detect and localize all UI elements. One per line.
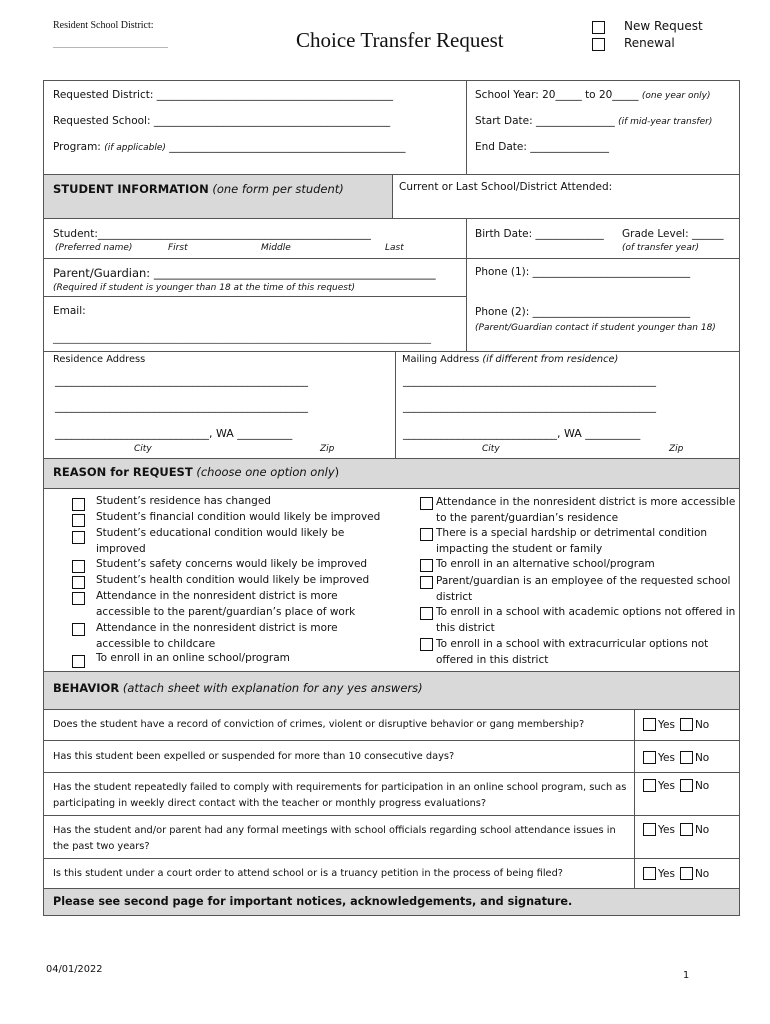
- school-year-hint: (one year only): [641, 91, 711, 101]
- reason-left-option-7: Attendance in the nonresident district is more accessible to childcare: [96, 622, 338, 650]
- student-info-heading: STUDENT INFORMATION (one form per student): [53, 182, 344, 196]
- reason-left-checkbox-1[interactable]: [72, 498, 85, 511]
- email-field[interactable]: ________________________________________________________________________: [53, 332, 431, 344]
- reason-left-checkbox-3[interactable]: [72, 531, 85, 544]
- reason-left-option-8: To enroll in an online school/program: [96, 652, 290, 664]
- program-field[interactable]: [53, 141, 406, 153]
- reason-left-option-2: Student’s financial condition would likely be improved: [96, 511, 381, 523]
- residence-line-2[interactable]: ______________________________________________: [55, 400, 308, 413]
- behavior-question-2: Has this student been expelled or suspended for more than 10 consecutive days?: [53, 751, 455, 762]
- reason-left-checkbox-2[interactable]: [72, 514, 85, 527]
- reason-right-option-4: Parent/guardian is an employee of the requested school district: [436, 575, 731, 603]
- requested-district-field[interactable]: Requested District: _____________________________________________: [53, 89, 393, 101]
- behavior-heading: BEHAVIOR (attach sheet with explanation for any yes answers): [53, 681, 423, 695]
- reason-right-option-6: To enroll in a school with extracurricular options not offered in this district: [436, 638, 709, 666]
- renewal-label: Renewal: [624, 36, 675, 50]
- behavior-answer-5: Yes No: [643, 867, 709, 880]
- yes-checkbox[interactable]: [643, 867, 656, 880]
- no-checkbox[interactable]: [680, 718, 693, 731]
- mailing-address-hint: (if different from residence): [482, 354, 619, 365]
- no-checkbox[interactable]: [680, 823, 693, 836]
- reason-left-checkbox-4[interactable]: [72, 560, 85, 573]
- reason-left-checkbox-6[interactable]: [72, 592, 85, 605]
- reason-left-checkbox-5[interactable]: [72, 576, 85, 589]
- frame-right: [739, 80, 740, 916]
- residence-line-1[interactable]: ______________________________________________: [55, 374, 308, 387]
- yes-checkbox[interactable]: [643, 779, 656, 792]
- reason-left-checkbox-8[interactable]: [72, 655, 85, 668]
- no-checkbox[interactable]: [680, 779, 693, 792]
- program-line: _____________________________________________: [169, 141, 406, 153]
- birth-date-field[interactable]: Birth Date: _____________: [475, 228, 604, 240]
- student-info-hint: (one form per student): [212, 182, 344, 196]
- reason-right-checkbox-4[interactable]: [420, 576, 433, 589]
- reason-left-option-3: Student’s educational condition would likely be improved: [96, 527, 345, 555]
- yes-checkbox[interactable]: [643, 751, 656, 764]
- behavior-answer-2: Yes No: [643, 751, 709, 764]
- phone1-field[interactable]: Phone (1): ______________________________: [475, 266, 691, 278]
- behavior-question-5: Is this student under a court order to attend school or is a truancy petition in the process of being filed?: [53, 868, 564, 879]
- reason-left-option-4: Student’s safety concerns would likely be improved: [96, 558, 368, 570]
- requested-school-field[interactable]: Requested School: _____________________________________________: [53, 115, 391, 127]
- grade-level-field[interactable]: Grade Level: ______: [622, 228, 724, 240]
- start-date-field[interactable]: Start Date: _______________ (if mid-year transfer): [475, 115, 713, 127]
- form-title: Choice Transfer Request: [296, 28, 504, 52]
- mailing-address-label: Mailing Address (if different from residence): [402, 354, 619, 365]
- mailing-city-line[interactable]: ____________________________, WA __________: [403, 427, 641, 440]
- behavior-answer-3: Yes No: [643, 779, 709, 792]
- end-date-field[interactable]: End Date: _______________: [475, 141, 610, 153]
- behavior-question-4: Has the student and/or parent had any formal meetings with school officials regarding school attendance issues in the past two years?: [53, 825, 616, 852]
- reason-left-option-5: Student’s health condition would likely be improved: [96, 574, 370, 586]
- new-request-checkbox[interactable]: [592, 21, 605, 34]
- residence-city-label: City: [134, 444, 152, 454]
- reason-left-checkbox-7[interactable]: [72, 623, 85, 636]
- reason-right-checkbox-6[interactable]: [420, 638, 433, 651]
- reason-right-option-3: To enroll in an alternative school/program: [436, 558, 655, 570]
- reason-right-checkbox-2[interactable]: [420, 528, 433, 541]
- residence-city-line[interactable]: ____________________________, WA __________: [55, 427, 293, 440]
- reason-right-checkbox-3[interactable]: [420, 559, 433, 572]
- mailing-zip-label: Zip: [669, 444, 684, 454]
- behavior-question-1: Does the student have a record of conviction of crimes, violent or disruptive behavior or gang membership?: [53, 719, 585, 730]
- middle-name-label: Middle: [261, 243, 291, 253]
- yes-checkbox[interactable]: [643, 823, 656, 836]
- reason-right-option-5: To enroll in a school with academic options not offered in this district: [436, 606, 736, 634]
- residence-address-label: Residence Address: [53, 354, 146, 365]
- parent-guardian-hint: (Required if student is younger than 18 at the time of this request): [53, 283, 356, 293]
- mailing-line-1[interactable]: ______________________________________________: [403, 374, 656, 387]
- reason-hint: (choose one option only: [196, 465, 335, 479]
- email-label: Email:: [53, 305, 86, 317]
- reason-heading: REASON for REQUEST (choose one option only): [53, 465, 340, 479]
- program-hint: (if applicable): [104, 143, 166, 153]
- frame-top: [43, 80, 740, 81]
- parent-guardian-field[interactable]: Parent/Guardian: _________________________________________________: [53, 266, 436, 280]
- resident-district-field[interactable]: _______________________: [53, 38, 168, 49]
- program-label: Program:: [53, 141, 101, 153]
- reason-left-option-1: Student’s residence has changed: [96, 495, 271, 507]
- reason-right-checkbox-1[interactable]: [420, 497, 433, 510]
- preferred-name-label: (Preferred name): [55, 243, 133, 253]
- form-date: 04/01/2022: [46, 964, 103, 975]
- second-page-note: Please see second page for important notices, acknowledgements, and signature.: [53, 895, 573, 908]
- start-date-hint: (if mid-year transfer): [618, 117, 713, 127]
- page-number: 1: [683, 970, 690, 981]
- current-school-field[interactable]: Current or Last School/District Attended:: [399, 181, 613, 193]
- no-checkbox[interactable]: [680, 867, 693, 880]
- first-name-label: First: [168, 243, 188, 253]
- school-year-field[interactable]: School Year: 20_____ to 20_____ (one year only): [475, 89, 711, 101]
- behavior-question-3: Has the student repeatedly failed to comply with requirements for participation in an online school program, such as participating in weekly direct contact with the teacher or monthly progress evaluations?: [53, 782, 627, 809]
- residence-zip-label: Zip: [320, 444, 335, 454]
- behavior-hint: (attach sheet with explanation for any yes answers): [122, 681, 423, 695]
- mailing-city-label: City: [482, 444, 500, 454]
- frame-bottom: [43, 915, 740, 916]
- phone2-field[interactable]: Phone (2): ______________________________: [475, 306, 691, 318]
- behavior-answer-4: Yes No: [643, 823, 709, 836]
- reason-right-option-2: There is a special hardship or detrimental condition impacting the student or family: [436, 527, 708, 555]
- renewal-checkbox[interactable]: [592, 38, 605, 51]
- reason-right-option-1: Attendance in the nonresident district is more accessible to the parent/guardian’s residence: [436, 496, 736, 524]
- phone2-hint: (Parent/Guardian contact if student younger than 18): [475, 323, 716, 333]
- yes-checkbox[interactable]: [643, 718, 656, 731]
- student-name-field[interactable]: Student:____________________________________________________: [53, 228, 371, 240]
- resident-district-label: Resident School District:: [53, 20, 154, 31]
- reason-right-checkbox-5[interactable]: [420, 607, 433, 620]
- last-name-label: Last: [385, 243, 404, 253]
- grade-level-hint: (of transfer year): [622, 243, 700, 253]
- behavior-answer-1: Yes No: [643, 718, 709, 731]
- new-request-label: New Request: [624, 19, 703, 33]
- reason-left-option-6: Attendance in the nonresident district is more accessible to the parent/guardian’s place of work: [96, 590, 356, 618]
- no-checkbox[interactable]: [680, 751, 693, 764]
- mailing-line-2[interactable]: ______________________________________________: [403, 400, 656, 413]
